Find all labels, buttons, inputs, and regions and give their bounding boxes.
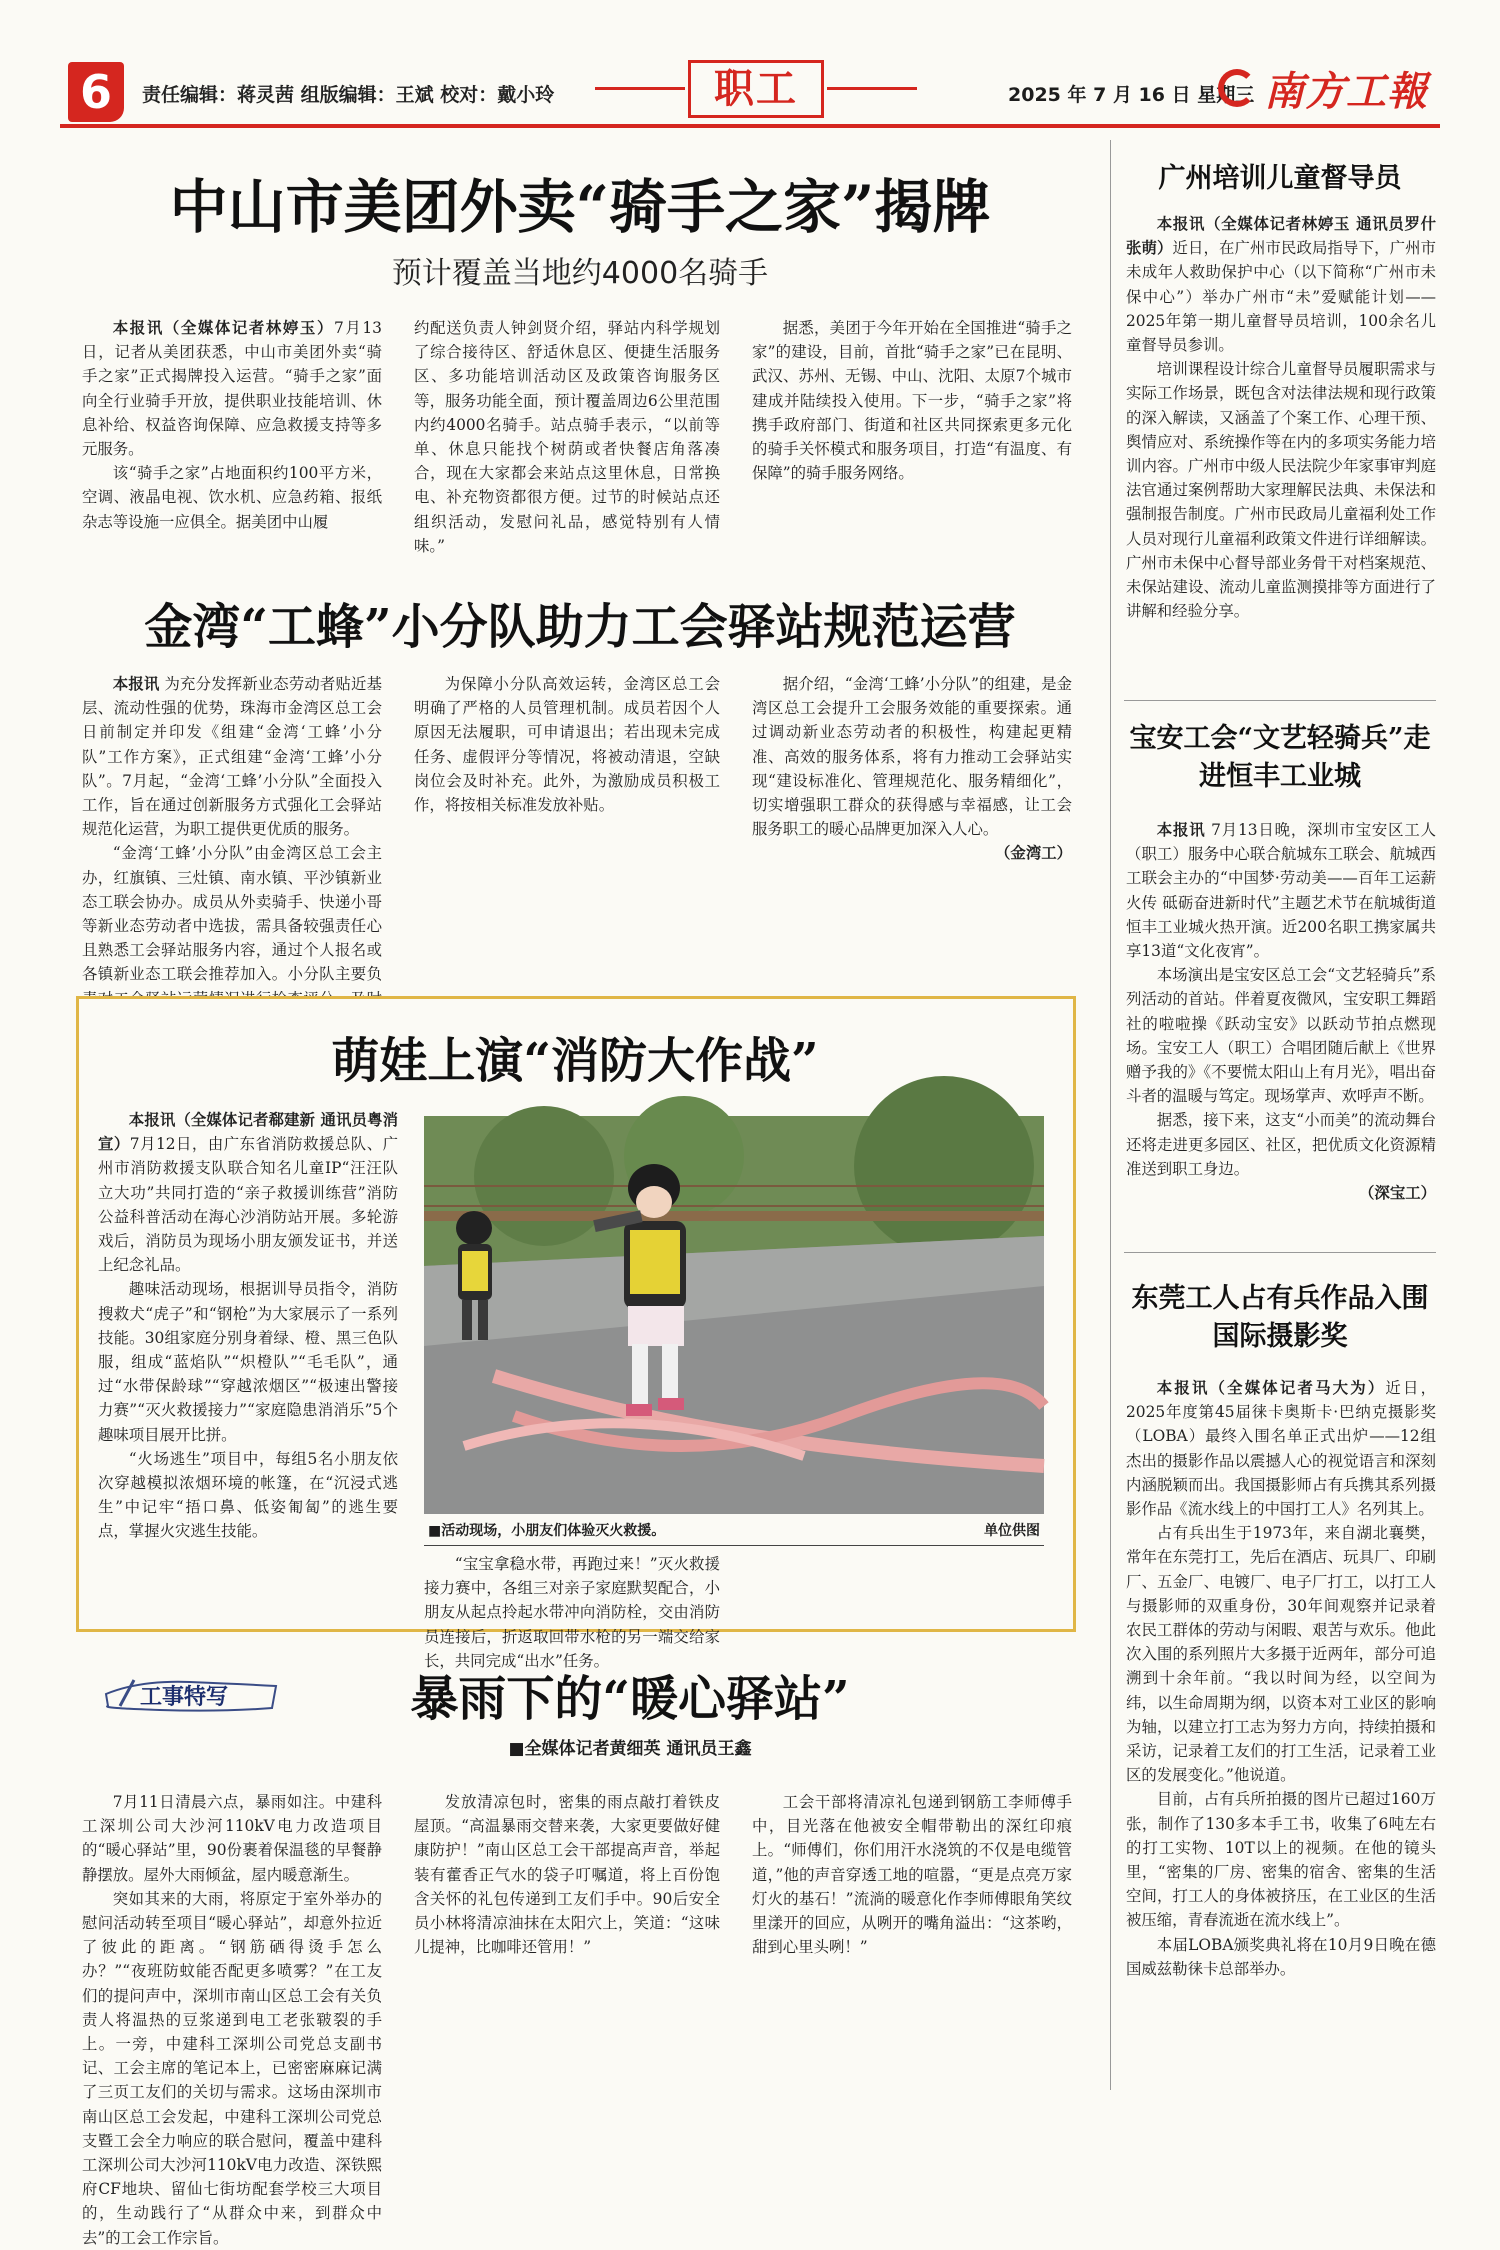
article1-subtitle: 预计覆盖当地约4000名骑手 <box>391 256 769 291</box>
issue-date: 2025 年 7 月 16 日 星期三 <box>1008 84 1255 106</box>
article4-byline: ■全媒体记者黄细英 通讯员王鑫 <box>508 1739 752 1759</box>
header-rule <box>60 124 1440 128</box>
sidebar-divider <box>1124 700 1436 701</box>
fire-drill-photo <box>424 1116 1044 1514</box>
article2-source: （金湾工） <box>995 844 1072 863</box>
article3-title: 萌娃上演“消防大作战” <box>331 1033 819 1089</box>
article2-col2: 为保障小分队高效运转，金湾区总工会明确了严格的人员管理机制。成员若因个人原因无法履职，可申请退出；若出现未完成任务、虚假评分等情况，将被动清退，空缺岗位会及时补充。此外，为激励成员积极工作，将按相关标准发放补贴。 <box>414 675 720 815</box>
photo-credit: 单位供图 <box>984 1523 1040 1539</box>
article4-col3: 工会干部将清凉礼包递到钢筋工李师傅手中，目光落在他被安全帽带勒出的深红印痕上。“师傅们，你们用汗水浇筑的不仅是电缆管道，”他的声音穿透工地的喧嚣，“更是点亮万家灯火的基石！”流淌的暖意化作李师傅眼角笑纹里漾开的回应，从咧开的嘴角溢出：“这茶哟，甜到心里头咧！” <box>752 1793 1072 1957</box>
article3-col1: 本报讯（全媒体记者郗建新 通讯员粤消宣）7月12日，由广东省消防救援总队、广州市消防救援支队联合知名儿童IP“汪汪队立大功”共同打造的“亲子救援训练营”消防公益科普活动在海心沙消防站开展。多轮游戏后，消防员为现场小朋友颁发证书，并送上纪念礼品。 趣味活动现场，根据训导员指令，消防搜救犬“虎子”和“钢枪”为大家展示了一系列技能。30组家庭分别身着绿、橙、黑三色队服，组成“蓝焰队”“炽橙队”“毛毛队”，通过“水带保龄球”“穿越浓烟区”“极速出警接力赛”“灭火救援接力”“家庭隐患消消乐”5个趣味项目展开比拼。 “火场逃生”项目中，每组5名小朋友依次穿越模拟浓烟环境的帐篷，在“沉浸式逃生”中记牢“捂口鼻、低姿匍匐”的逃生要点，掌握火灾逃生技能。 <box>98 1111 398 1541</box>
sidebar-divider <box>1124 1252 1436 1253</box>
editors-line: 责任编辑：蒋灵茜 组版编辑：王斌 校对：戴小玲 <box>142 84 555 106</box>
article4-col1: 7月11日清晨六点，暴雨如注。中建科工深圳公司大沙河110kV电力改造项目的“暖心驿站”里，90份裹着保温毯的早餐静静摆放。屋外大雨倾盆，屋内暖意渐生。 突如其来的大雨，将原定于室外举办的慰问活动转至项目“暖心驿站”，却意外拉近了彼此的距离。“钢筋硒得烫手怎么办？”“夜班防蚊能否配更多喷雾？”在工友们的提问声中，深圳市南山区总工会有关负责人将温热的豆浆递到电工老张皲裂的手上。一旁，中建科工深圳公司党总支副书记、工会主席的笔记本上，已密密麻麻记满了三页工友们的关切与需求。这场由深圳市南山区总工会发起，中建科工深圳公司党总支暨工会全力响应的联合慰问，覆盖中建科工深圳公司大沙河110kV电力改造、深铁熙府CF地块、留仙七街坊配套学校三大项目的，生动践行了“从群众中来，到群众中去”的工会工作宗旨。 <box>82 1793 382 2247</box>
sidebar-item3-body: 本报讯（全媒体记者马大为）近日，2025年度第45届徕卡奥斯卡·巴纳克摄影奖（LOBA）最终入围名单正式出炉——12组杰出的摄影作品以震撼人心的视觉语言和深刻内涵脱颖而出。我国摄影师占有兵携其系列摄影作品《流水线上的中国打工人》名列其上。 占有兵出生于1973年，来自湖北襄樊，常年在东莞打工，先后在酒店、玩具厂、印刷厂、五金厂、电镀厂、电子厂打工，以打工人与摄影师的双重身份，30年间观察并记录着农民工群体的劳动与闲暇、艰苦与欢乐。他此次入围的系列照片大多摄于近两年，部分可追溯到十余年前。“我以时间为经，以空间为纬，以生命周期为纲，以资本对工业区的影响为轴，以建立打工志为努力方向，持续拍摄和采访，记录着工友们的打工生活，记录着工业区的发展变化。”他说道。 目前，占有兵所拍摄的图片已超过160万张，制作了130多本手工书，收集了6吨左右的打工实物、10T以上的视频。在他的镜头里，“密集的厂房、密集的宿舍、密集的生活空间，打工人的身体被挤压，在工业区的生活被压缩，青春流逝在流水线上”。 本届LOBA颁奖典礼将在10月9日晚在德国威兹勒徕卡总部举办。 <box>1126 1379 1436 1978</box>
sidebar-item1-title: 广州培训儿童督导员 <box>1158 163 1402 194</box>
feature-tag-label: 工事特写 <box>140 1685 229 1710</box>
photo-caption-bar <box>424 1516 1044 1546</box>
sidebar-item2-body: 本报讯 7月13日晚，深圳市宝安区工人（职工）服务中心联合航城东工联会、航城西工联会主办的“中国梦·劳动美——百年工运薪火传 砥砺奋进新时代”主题艺术节在航城街道恒丰工业城火热开演。近200名职工携家属共享13道“文化夜宵”。 本场演出是宝安区总工会“文艺轻骑兵”系列活动的首站。伴着夏夜微风，宝安职工舞蹈社的啦啦操《跃动宝安》以跃动节拍点燃现场。宝安工人（职工）合唱团随后献上《世界赠予我的》《不要慌太阳山上有月光》，唱出奋斗者的温暖与笃定。现场掌声、欢呼声不断。 据悉，接下来，这支“小而美”的流动舞台还将走进更多园区、社区，把优质文化资源精准送到职工身边。 （深宝工） <box>1126 818 1436 1230</box>
article1-col3: 据悉，美团于今年开始在全国推进“骑手之家”的建设，目前，首批“骑手之家”已在昆明、武汉、苏州、无锡、中山、沈阳、太原7个城市建成并陆续投入使用。下一步，“骑手之家”将携手政府部门、街道和社区共同探索更多元化的骑手关怀模式和服务项目，打造“有温度、有保障”的骑手服务网络。 <box>752 319 1072 483</box>
article3-col2: “宝宝拿稳水带，再跑过来！”灭火救援接力赛中，各组三对亲子家庭默契配合，小朋友从起点拎起水带冲向消防栓，交由消防员连接后，折返取回带水枪的另一端交给家长，共同完成“出水”任务。 <box>424 1555 720 1670</box>
sidebar-item2-title: 宝安工会“文艺轻骑兵”走进恒丰工业城 <box>1129 723 1431 792</box>
sidebar-item2-source: （深宝工） <box>1359 1184 1436 1203</box>
article2-col3: 据介绍，“金湾‘工蜂’小分队”的组建，是金湾区总工会提升工会服务效能的重要探索。通过调动新业态劳动者的积极性，构建起更精准、高效的服务体系，将有力推动工会驿站实现“建设标准化、管理规范化、服务精细化”，切实增强职工群众的获得感与幸福感，让工会服务职工的暖心品牌更加深入人心。 （金湾工） <box>752 672 1072 972</box>
article1-lead: 本报讯（全媒体记者林婷玉） <box>112 319 334 337</box>
photo-caption: ■活动现场，小朋友们体验灭火救援。 <box>428 1523 666 1539</box>
article1-col1: 本报讯（全媒体记者林婷玉）7月13日，记者从美团获悉，中山市美团外卖“骑手之家”正式揭牌投入运营。“骑手之家”面向全行业骑手开放，提供职业技能培训、休息补给、权益咨询保障、应急救援支持等多元服务。 该“骑手之家”占地面积约100平方米，空调、液晶电视、饮水机、应急药箱、报纸杂志等设施一应俱全。据美团中山履 <box>82 319 382 531</box>
sidebar-item1-body: 本报讯（全媒体记者林婷玉 通讯员罗什 张萌）近日，在广州市民政局指导下，广州市未成年人救助保护中心（以下简称“广州市未保中心”）举办广州市“未”爱赋能计划——2025年第一期儿童督导员培训，100余名儿童督导员参训。 培训课程设计综合儿童督导员履职需求与实际工作场景，既包含对法律法规和现行政策的深入解读，又涵盖了个案工作、心理干预、舆情应对、系统操作等在内的多项实务能力培训内容。广州市中级人民法院少年家事审判庭法官通过案例帮助大家理解民法典、未保法和强制报告制度。广州市民政局儿童福利处工作人员对现行儿童福利政策文件进行详细解读。广州市未保中心督导部业务骨干对档案规范、未保站建设、流动儿童监测摸排等方面进行了讲解和经验分享。 <box>1126 215 1436 621</box>
page-number: 6 <box>68 62 124 122</box>
article2-title: 金湾“工蜂”小分队助力工会驿站规范运营 <box>144 599 1016 655</box>
article1-title: 中山市美团外卖“骑手之家”揭牌 <box>169 173 991 241</box>
feature-tag <box>100 1672 280 1716</box>
column-divider <box>1110 140 1111 2090</box>
article4-col2: 发放清凉包时，密集的雨点敲打着铁皮屋顶。“高温暴雨交替来袭，大家更要做好健康防护！”南山区总工会干部提高声音，举起装有藿香正气水的袋子叮嘱道，将上百份饱含关怀的礼包传递到工友们手中。90后安全员小林将清凉油抹在太阳穴上，笑道：“这味儿提神，比咖啡还管用！” <box>414 1793 720 1957</box>
logo-swirl-icon <box>1218 69 1256 107</box>
article4-title: 暴雨下的“暖心驿站” <box>410 1671 850 1727</box>
masthead-logo <box>1218 62 1428 114</box>
sidebar-item3-title: 东莞工人占有兵作品入围国际摄影奖 <box>1131 1283 1429 1352</box>
article3-lead: 本报讯（全媒体记者郗建新 通讯员粤消宣） <box>98 1111 398 1154</box>
article2-col1: 本报讯 为充分发挥新业态劳动者贴近基层、流动性强的优势，珠海市金湾区总工会日前制定并印发《组建“金湾‘工蜂’小分队”工作方案》，正式组建“金湾‘工蜂’小分队”。7月起，“金湾‘工蜂’小分队”全面投入工作，旨在通过创新服务方式强化工会驿站规范化运营，为职工提供更优质的服务。 “金湾‘工蜂’小分队”由金湾区总工会主办，红旗镇、三灶镇、南水镇、平沙镇新业态工联会协办。成员从外卖骑手、快递小哥等新业态劳动者中选拔，需具备较强责任心且熟悉工会驿站服务内容，通过个人报名或各镇新业态工联会推荐加入。小分队主要负 <box>82 675 382 984</box>
section-label: 职工 <box>688 60 824 118</box>
article1-col2: 约配送负责人钟剑贤介绍，驿站内科学规划了综合接待区、舒适休息区、便捷生活服务区、多功能培训活动区及政策咨询服务区等，服务功能全面，预计覆盖周边6公里范围内约4000名骑手。站点骑手表示，“以前等单、休息只能找个树荫或者快餐店角落凑合，现在大家都会来站点这里休息，日常换电、补充物资都很方便。过节的时候站点还组织活动，发慰问礼品，感觉特别有人情味。” <box>414 319 720 555</box>
masthead-text: 南方工報 <box>1264 67 1428 115</box>
